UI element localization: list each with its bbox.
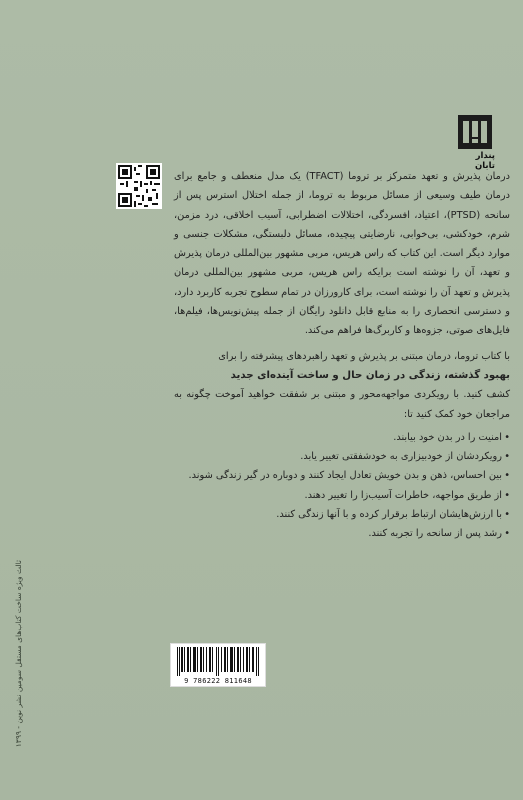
isbn-barcode xyxy=(170,643,266,687)
list-item: • امنیت را در بدن خود بیابند. xyxy=(174,428,510,447)
publisher-name: پندار تابان xyxy=(474,151,495,171)
second-outro: کشف کنید. با رویکردی مواجهه‌محور و مبتنی بر شفقت خواهید آموخت چگونه به مراجعان خود کمک کنید تا: xyxy=(174,389,510,420)
publisher-logo xyxy=(455,115,495,171)
isbn-number: 9 786222 811648 xyxy=(184,677,252,685)
spine-text: ثالث ویژه ساخت کتاب‌های مستقل سومین نشر نوین - ۱۳۹۹ xyxy=(14,560,23,748)
intro-paragraph: درمان پذیرش و تعهد متمرکز بر تروما (TFACT) یک مدل منعطف و جامع برای درمان طیف وسیعی از مسائل مربوط به تروما، از جمله اختلال استرس پس از سانحه (PTSD)، اعتیاد، افسردگی، اختلالات اضطرابی، آسیب اخلاقی، درد مزمن، شرم، خودکشی، بی‌خوابی، نارضایتی پیچیده، مسائل دلبستگی، مشکلات جنسی و موارد دیگر است. این کتاب که راس هریس، مربی مشهور بین‌المللی درمان پذیرش و تعهد، آن را نوشته است برایکه راس هریس، مربی مشهور بین‌المللی درمان پذیرش و تعهد آن را نوشته است، برای کارورزان در تمام سطوح تجربه کاربرد دارد، و دسترسی انحصاری را به منابع قابل دانلود رایگان از جمله پیش‌نویس‌ها، فیلم‌ها، فایل‌های صوتی، جزوه‌ها و کاربرگ‌ها فراهم می‌کند. xyxy=(174,171,511,337)
qr-code-icon xyxy=(116,163,162,209)
list-item: • رشد پس از سانحه را تجربه کنند. xyxy=(174,524,510,543)
second-intro: با کتاب تروما، درمان مبتنی بر پذیرش و تعهد راهبردهای پیشرفته را برای xyxy=(218,350,510,362)
list-item: • رویکردشان از خودبیزاری به خودشفقتی تغییر یابد. xyxy=(174,447,510,466)
list-item: • با ارزش‌هایشان ارتباط برقرار کرده و با آنها زندگی کنند. xyxy=(174,505,510,524)
description-panel xyxy=(168,163,518,663)
list-item: • از طریق مواجهه، خاطرات آسیب‌زا را تغییر دهند. xyxy=(174,486,510,505)
highlight-line: بهبود گذشته، زندگی در زمان حال و ساخت آینده‌ای جدید xyxy=(230,369,510,381)
publisher-logo-icon xyxy=(458,115,492,149)
second-paragraph xyxy=(174,347,510,424)
list-item: • بین احساس، ذهن و بدن خویش تعادل ایجاد کنند و دوباره در گیر زندگی شوند. xyxy=(174,466,510,485)
benefits-list xyxy=(174,428,510,544)
